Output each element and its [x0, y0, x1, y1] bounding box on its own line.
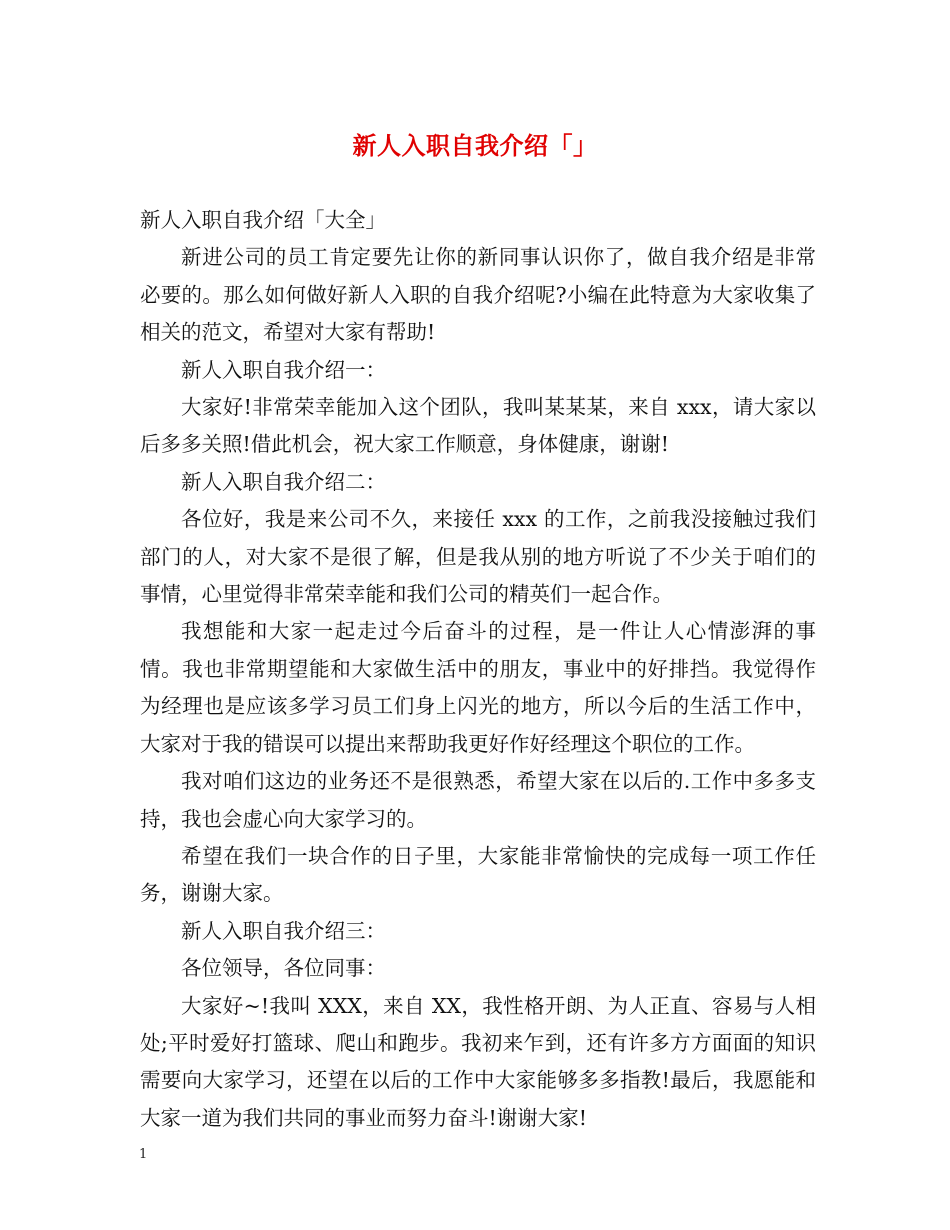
paragraph-heading: 新人入职自我介绍「大全」	[140, 208, 386, 232]
paragraph-section-three-body: 大家好~!我叫 XXX，来自 XX，我性格开朗、为人正直、容易与人相处;平时爱好打篮球、爬山和跑步。我初来乍到，还有许多方方面面的知识需要向大家学习，还望在以后的工作中大家能够多多指教!最后，我愿能和大家一道为我们共同的事业而努力奋斗!谢谢大家!	[140, 993, 816, 1130]
page-number: 1	[139, 1147, 148, 1162]
document-title: 新人入职自我介绍「」	[352, 131, 598, 160]
paragraph-intro: 新进公司的员工肯定要先让你的新同事认识你了，做自我介绍是非常必要的。那么如何做好新人入职的自我介绍呢?小编在此特意为大家收集了相关的范文，希望对大家有帮助!	[140, 245, 816, 345]
paragraph-section-two-body-2: 我想能和大家一起走过今后奋斗的过程，是一件让人心情澎湃的事情。我也非常期望能和大家做生活中的朋友，事业中的好排挡。我觉得作为经理也是应该多学习员工们身上闪光的地方，所以今后的生活工作中，大家对于我的错误可以提出来帮助我更好作好经理这个职位的工作。	[140, 619, 816, 756]
paragraph-section-two-heading: 新人入职自我介绍二：	[181, 469, 386, 494]
paragraph-section-one-heading: 新人入职自我介绍一：	[181, 357, 386, 382]
paragraph-section-two-body-1: 各位好，我是来公司不久，来接任 xxx 的工作，之前我没接触过我们部门的人，对大家不是很了解，但是我从别的地方听说了不少关于咱们的事情，心里觉得非常荣幸能和我们公司的精英们一起合作。	[140, 507, 816, 607]
document-body	[140, 202, 816, 1137]
paragraph-section-three-greeting: 各位领导，各位同事：	[181, 956, 386, 981]
paragraph-section-two-body-4: 希望在我们一块合作的日子里，大家能非常愉快的完成每一项工作任务，谢谢大家。	[140, 843, 816, 906]
paragraph-section-one-body: 大家好!非常荣幸能加入这个团队，我叫某某某，来自 xxx，请大家以后多多关照!借此机会，祝大家工作顺意，身体健康，谢谢!	[140, 395, 816, 457]
paragraph-section-three-heading: 新人入职自我介绍三：	[181, 918, 386, 943]
paragraph-section-two-body-3: 我对咱们这边的业务还不是很熟悉，希望大家在以后的.工作中多多支持，我也会虚心向大家学习的。	[140, 769, 816, 831]
